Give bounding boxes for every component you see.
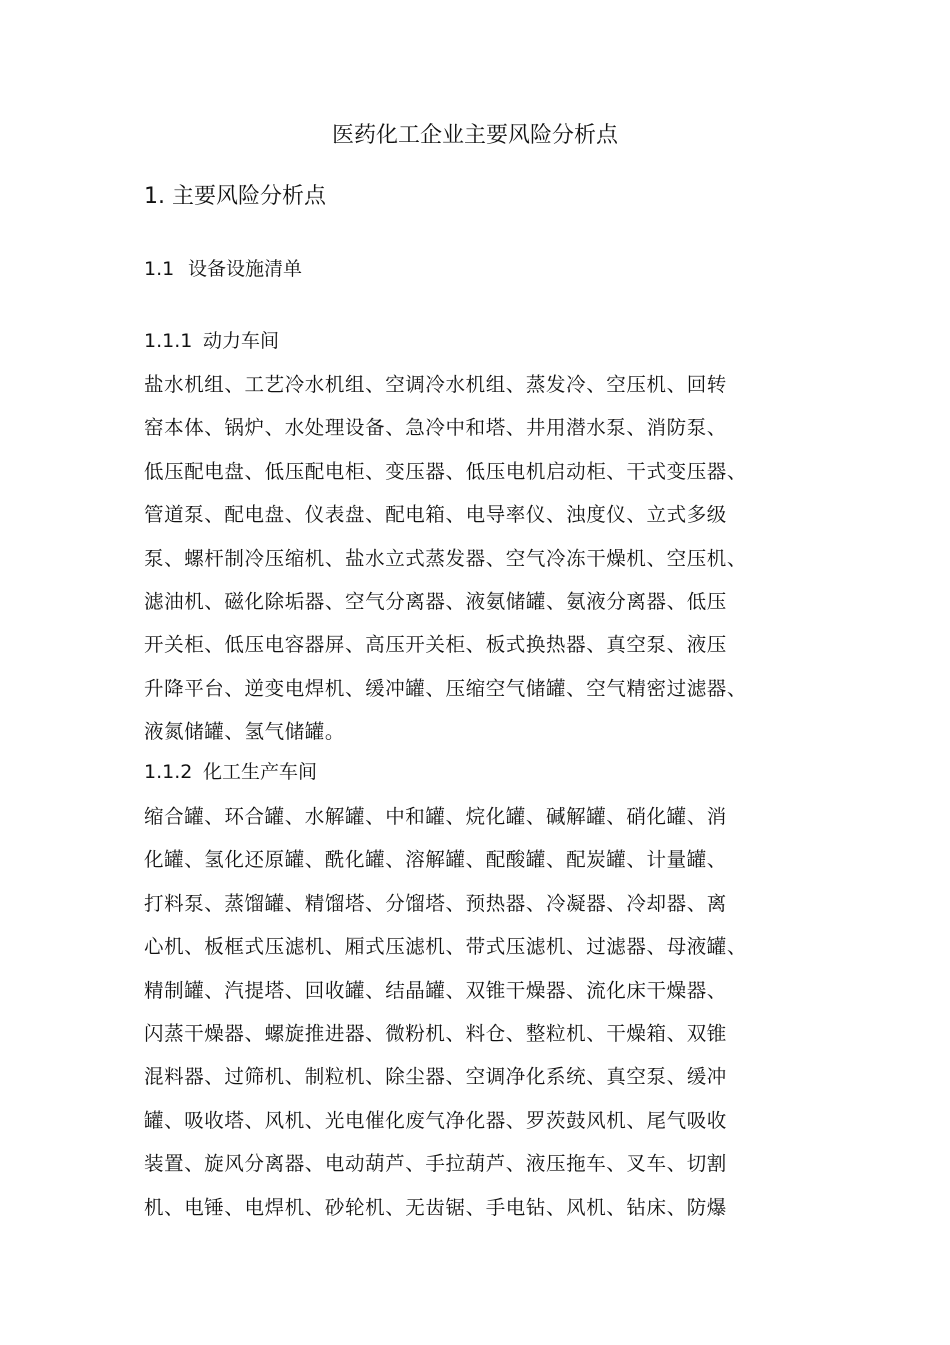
text-line: 升降平台、逆变电焊机、缓冲罐、压缩空气储罐、空气精密过滤器、 xyxy=(144,676,748,700)
section-title: 动力车间 xyxy=(203,330,280,352)
text-line: 滤油机、磁化除垢器、空气分离器、液氨储罐、氨液分离器、低压 xyxy=(144,589,727,613)
text-line: 开关柜、低压电容器屏、高压开关柜、板式换热器、真空泵、液压 xyxy=(144,633,727,657)
section-title: 化工生产车间 xyxy=(203,761,318,783)
text-line: 混料器、过筛机、制粒机、除尘器、空调净化系统、真空泵、缓冲 xyxy=(144,1065,727,1089)
section-heading-1: 1. 主要风险分析点 xyxy=(144,184,326,209)
paragraph-chemical-workshop xyxy=(144,795,784,1229)
text-line: 精制罐、汽提塔、回收罐、结晶罐、双锥干燥器、流化床干燥器、 xyxy=(144,978,727,1002)
text-line: 液氮储罐、氢气储罐。 xyxy=(144,720,346,744)
section-number: 1.1.2 xyxy=(144,761,193,783)
text-line: 装置、旋风分离器、电动葫芦、手拉葫芦、液压拖车、叉车、切割 xyxy=(144,1152,727,1176)
text-line: 窑本体、锅炉、水处理设备、急冷中和塔、井用潜水泵、消防泵、 xyxy=(144,416,727,440)
text-line: 缩合罐、环合罐、水解罐、中和罐、烷化罐、碱解罐、硝化罐、消 xyxy=(144,805,727,828)
text-line: 低压配电盘、低压配电柜、变压器、低压电机启动柜、干式变压器、 xyxy=(144,459,748,483)
text-line: 罐、吸收塔、风机、光电催化废气净化器、罗茨鼓风机、尾气吸收 xyxy=(144,1108,727,1132)
text-line: 化罐、氢化还原罐、酰化罐、溶解罐、配酸罐、配炭罐、计量罐、 xyxy=(144,848,727,872)
text-line: 盐水机组、工艺冷水机组、空调冷水机组、蒸发冷、空压机、回转 xyxy=(144,373,727,396)
section-number: 1.1 xyxy=(144,258,175,280)
text-line: 机、电锤、电焊机、砂轮机、无齿锯、手电钻、风机、钻床、防爆 xyxy=(144,1195,727,1219)
text-line: 心机、板框式压滤机、厢式压滤机、带式压滤机、过滤器、母液罐、 xyxy=(144,935,748,959)
text-line: 管道泵、配电盘、仪表盘、配电箱、电导率仪、浊度仪、立式多级 xyxy=(144,503,727,527)
text-line: 闪蒸干燥器、螺旋推进器、微粉机、料仓、整粒机、干燥箱、双锥 xyxy=(144,1021,727,1045)
document-title: 医药化工企业主要风险分析点 xyxy=(331,123,618,148)
paragraph-power-workshop xyxy=(144,363,784,754)
text-line: 打料泵、蒸馏罐、精馏塔、分馏塔、预热器、冷凝器、冷却器、离 xyxy=(144,891,727,915)
section-heading-1-1-1 xyxy=(144,327,279,355)
section-heading-1-1 xyxy=(144,255,302,283)
section-number: 1.1.1 xyxy=(144,330,193,352)
section-heading-1-1-2 xyxy=(144,758,317,786)
section-title: 设备设施清单 xyxy=(188,258,303,280)
text-line: 泵、螺杆制冷压缩机、盐水立式蒸发器、空气冷冻干燥机、空压机、 xyxy=(144,546,748,570)
